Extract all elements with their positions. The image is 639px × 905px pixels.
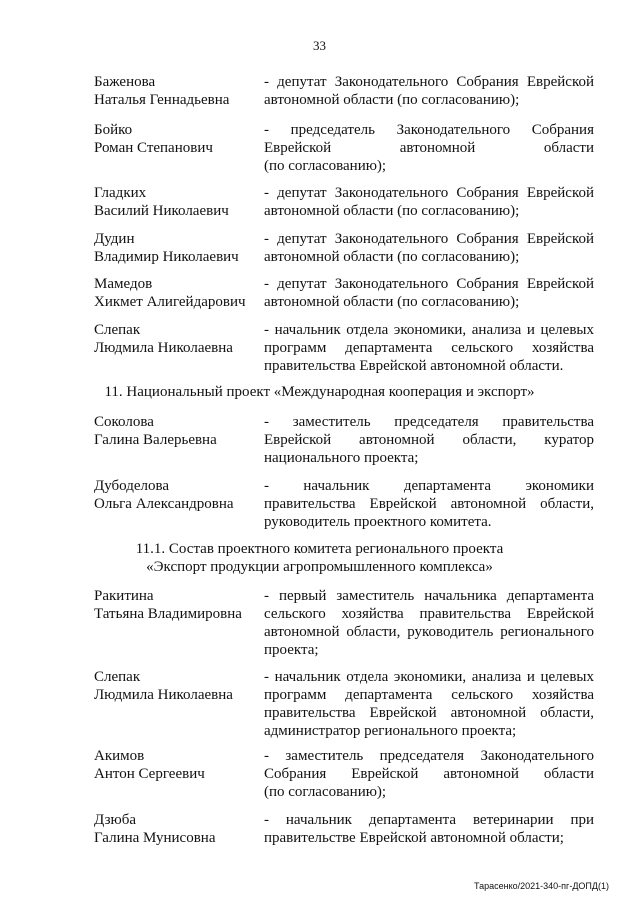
member-surname: Слепак xyxy=(94,669,141,685)
member-given-name: Галина Мунисовна xyxy=(94,830,216,846)
role-line: правительства Еврейской автономной области. xyxy=(264,358,564,374)
role-line: проекта; xyxy=(264,642,319,658)
document-code: Тарасенко/2021-340-пг-ДОПД(1) xyxy=(474,881,609,891)
role-line: (по согласованию); xyxy=(264,784,387,800)
subsection-heading xyxy=(60,540,579,576)
member-given-name: Василий Николаевич xyxy=(94,203,229,219)
role-line: национального проекта; xyxy=(264,450,419,466)
role-line: - председатель Законодательного Собрания xyxy=(264,122,594,138)
member-given-name: Татьяна Владимировна xyxy=(94,606,242,622)
member-given-name: Владимир Николаевич xyxy=(94,249,239,265)
member-given-name: Роман Степанович xyxy=(94,140,213,156)
member-surname: Гладких xyxy=(94,185,147,201)
role-line: - первый заместитель начальника департамента xyxy=(264,588,594,604)
member-surname: Дзюба xyxy=(94,812,137,828)
member-given-name: Хикмет Алигейдарович xyxy=(94,294,246,310)
role-line: - заместитель председателя Законодательного xyxy=(264,748,594,764)
member-given-name: Ольга Александровна xyxy=(94,496,234,512)
role-line: администратор регионального проекта; xyxy=(264,723,517,739)
member-surname: Мамедов xyxy=(94,276,153,292)
role-line: Еврейской автономной области, куратор xyxy=(264,432,594,448)
member-given-name: Антон Сергеевич xyxy=(94,766,205,782)
role-line: (по согласованию); xyxy=(264,158,387,174)
member-surname: Акимов xyxy=(94,748,145,764)
member-given-name: Галина Валерьевна xyxy=(94,432,217,448)
member-surname: Ракитина xyxy=(94,588,154,604)
member-surname: Бойко xyxy=(94,122,133,138)
member-surname: Слепак xyxy=(94,322,141,338)
member-given-name: Людмила Николаевна xyxy=(94,340,233,356)
role-line: - депутат Законодательного Собрания Еврейской xyxy=(264,74,594,90)
role-line: автономной области (по согласованию); xyxy=(264,92,520,108)
member-given-name: Людмила Николаевна xyxy=(94,687,233,703)
role-line: - начальник отдела экономики, анализа и целевых xyxy=(264,322,594,338)
role-line: правительства Еврейской автономной области, xyxy=(264,705,594,721)
role-line: правительства Еврейской автономной области, xyxy=(264,496,594,512)
member-given-name: Наталья Геннадьевна xyxy=(94,92,230,108)
role-line: - начальник отдела экономики, анализа и целевых xyxy=(264,669,594,685)
role-line: автономной области (по согласованию); xyxy=(264,294,520,310)
subsection-heading-line: «Экспорт продукции агропромышленного комплекса» xyxy=(146,559,493,575)
role-line: - начальник департамента ветеринарии при xyxy=(264,812,594,828)
section-heading: 11. Национальный проект «Международная кооперация и экспорт» xyxy=(104,384,535,400)
subsection-heading-line: 11.1. Состав проектного комитета регионального проекта xyxy=(135,541,504,557)
member-surname: Дубоделова xyxy=(94,478,170,494)
role-line: автономной области (по согласованию); xyxy=(264,203,520,219)
role-line: правительстве Еврейской автономной области; xyxy=(264,830,564,846)
role-line: автономной области, руководитель регионального xyxy=(264,624,594,640)
role-line: Еврейской автономной области xyxy=(264,140,594,156)
member-surname: Баженова xyxy=(94,74,156,90)
member-surname: Соколова xyxy=(94,414,154,430)
member-surname: Дудин xyxy=(94,231,135,247)
role-line: Собрания Еврейской автономной области xyxy=(264,766,594,782)
role-line: сельского хозяйства правительства Еврейской xyxy=(264,606,594,622)
role-line: - депутат Законодательного Собрания Еврейской xyxy=(264,276,594,292)
role-line: программ департамента сельского хозяйства xyxy=(264,340,594,356)
role-line: автономной области (по согласованию); xyxy=(264,249,520,265)
role-line: - депутат Законодательного Собрания Еврейской xyxy=(264,185,594,201)
role-line: программ департамента сельского хозяйства xyxy=(264,687,594,703)
role-line: руководитель проектного комитета. xyxy=(264,514,492,530)
role-line: - заместитель председателя правительства xyxy=(264,414,594,430)
role-line: - начальник департамента экономики xyxy=(264,478,594,494)
page-number: 33 xyxy=(313,38,326,53)
role-line: - депутат Законодательного Собрания Еврейской xyxy=(264,231,594,247)
